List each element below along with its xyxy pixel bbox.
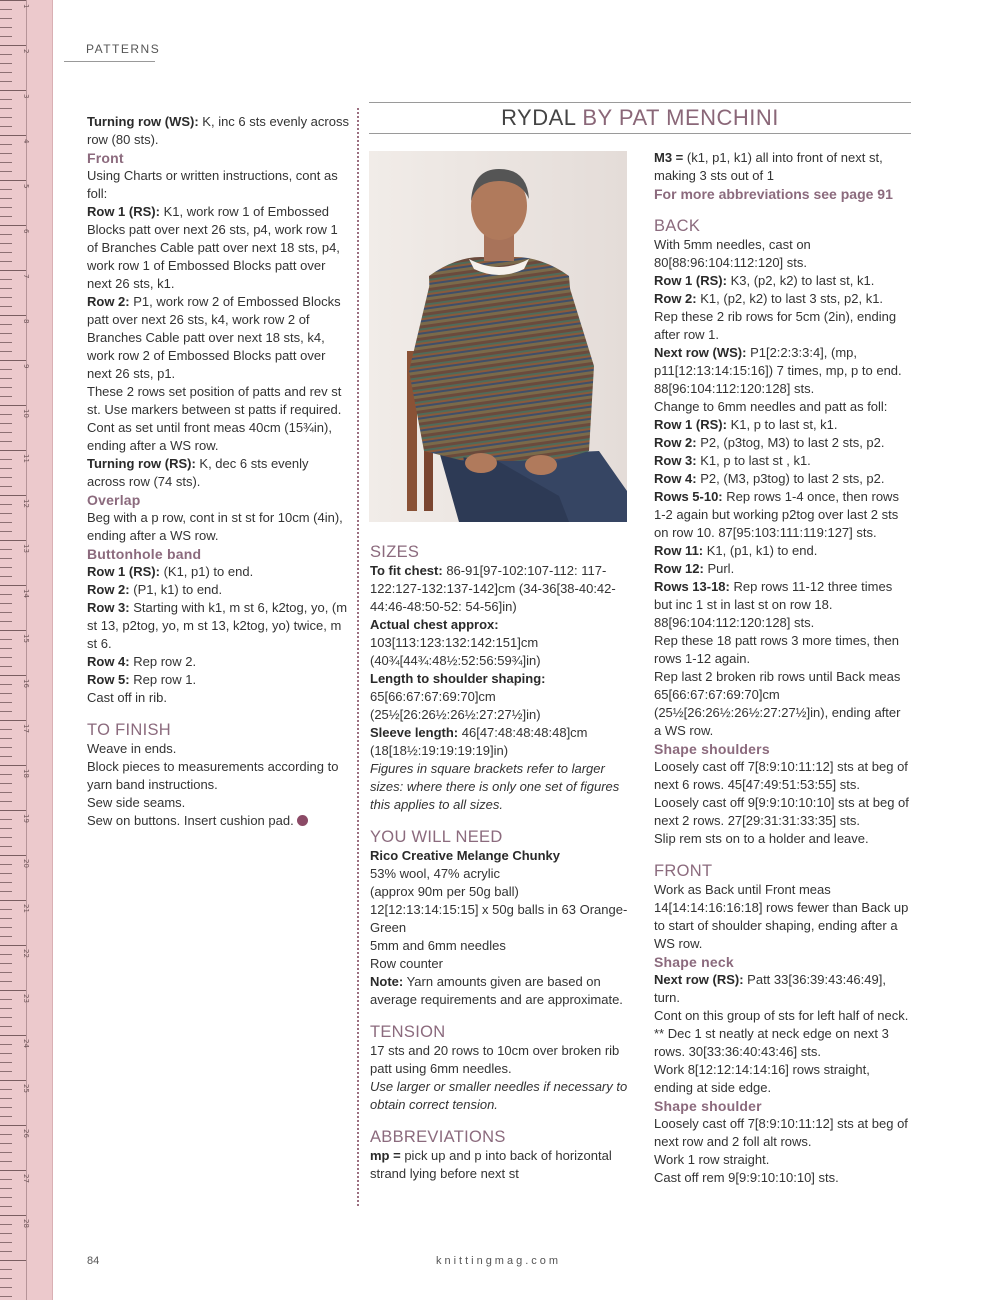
- ruler-number: 17: [22, 724, 30, 733]
- instruction-row: [654, 971, 910, 1007]
- instruction-text: [654, 1169, 910, 1187]
- row-text: (approx 90m per 50g ball): [370, 884, 519, 899]
- instruction-row: [654, 542, 910, 560]
- row-text: Beg with a p row, cont in st st for 10cm (4in), ending after a WS row.: [87, 510, 343, 543]
- ruler-number: 16: [22, 679, 30, 688]
- row-label: Row 11:: [654, 543, 704, 558]
- row-label: Rows 5-10:: [654, 489, 723, 504]
- subheading: Shape shoulder: [654, 1098, 762, 1114]
- row-text: With 5mm needles, cast on 80[88:96:104:112:120] sts.: [654, 237, 811, 270]
- ruler-number: 22: [22, 949, 30, 958]
- instruction-text: [654, 1025, 910, 1061]
- row-text: P2, (M3, p3tog) to last 2 sts, p2.: [696, 471, 885, 486]
- instruction-row: [654, 470, 910, 488]
- instruction-row: [87, 293, 349, 383]
- instruction-text: [654, 1007, 910, 1025]
- instruction-text: [370, 901, 635, 937]
- row-text: K, inc 6 sts evenly across row (80 sts).: [87, 114, 349, 147]
- row-label: Row 4:: [654, 471, 697, 486]
- row-label: To fit chest:: [370, 563, 443, 578]
- row-label: Next row (WS):: [654, 345, 747, 360]
- row-text: Work 1 row straight.: [654, 1152, 770, 1167]
- column-middle: [370, 543, 635, 1183]
- row-label: Row 1 (RS):: [87, 204, 160, 219]
- ruler-number: 2: [22, 49, 30, 54]
- row-text: Loosely cast off 7[8:9:10:11:12] sts at beg of next row and 2 foll alt rows.: [654, 1116, 908, 1149]
- instruction-row: [654, 452, 910, 470]
- ruler-number: 21: [22, 904, 30, 913]
- instruction-text: [654, 668, 910, 740]
- ruler-number: 11: [22, 454, 30, 463]
- model-photo-illustration: [369, 151, 627, 522]
- footer-website: knittingmag.com: [435, 1255, 562, 1267]
- pattern-title: [369, 105, 911, 131]
- row-text: Work as Back until Front meas 14[14:14:16:16:18] rows fewer than Back up to start of shoulder shaping, ending after a WS row.: [654, 882, 909, 951]
- subheading: Shape neck: [654, 954, 734, 970]
- ruler-number: 20: [22, 859, 30, 868]
- note-italic: Figures in square brackets refer to larger sizes: where there is only one set of figures this applies to all sizes.: [370, 761, 620, 812]
- title-rule-top: [369, 102, 911, 103]
- row-text: 17 sts and 20 rows to 10cm over broken rib patt using 6mm needles.: [370, 1043, 620, 1076]
- row-text: Row counter: [370, 956, 443, 971]
- ruler-number: 8: [22, 319, 30, 324]
- row-text: K1, p to last st, k1.: [726, 417, 838, 432]
- subheading: Overlap: [87, 492, 141, 508]
- instruction-text: [87, 419, 349, 455]
- ruler-number: 5: [22, 184, 30, 189]
- section-label-underline: [64, 61, 155, 62]
- ruler-number: 25: [22, 1084, 30, 1093]
- section-heading: SIZES: [370, 543, 420, 561]
- ruler-number: 15: [22, 634, 30, 643]
- page-number: 84: [87, 1255, 100, 1267]
- row-text: Rep these 18 patt rows 3 more times, then rows 1-12 again.: [654, 633, 899, 666]
- ruler-number: 9: [22, 364, 30, 369]
- row-text: Sew on buttons. Insert cushion pad.: [87, 813, 294, 828]
- row-label: Row 2:: [87, 582, 130, 597]
- row-text: Yarn amounts given are based on average requirements and are approximate.: [370, 974, 623, 1007]
- instruction-row: [87, 653, 349, 671]
- row-text: K3, (p2, k2) to last st, k1.: [726, 273, 875, 288]
- row-text: P1, work row 2 of Embossed Blocks patt over next 26 sts, k4, work row 2 of Branches Cable patt over next 18 sts, k4, work row 2 of Embossed Blocks patt over next 26 sts, p1.: [87, 294, 341, 381]
- model-photo: [369, 151, 627, 522]
- instruction-row: [87, 203, 349, 293]
- instruction-text: [87, 794, 349, 812]
- row-label: Length to shoulder shaping:: [370, 671, 546, 686]
- ruler-number: 14: [22, 589, 30, 598]
- row-label: Row 12:: [654, 561, 704, 576]
- instruction-row: [370, 616, 635, 634]
- row-label: Row 3:: [654, 453, 697, 468]
- ruler-number: 13: [22, 544, 30, 553]
- instruction-row: [370, 1147, 635, 1183]
- instruction-text: [654, 881, 910, 953]
- section-heading: TO FINISH: [87, 721, 171, 739]
- row-text: Purl.: [703, 561, 735, 576]
- row-label: Rows 13-18:: [654, 579, 730, 594]
- ruler-number: 26: [22, 1129, 30, 1138]
- row-label: Row 1 (RS):: [654, 417, 727, 432]
- instruction-text: [654, 1061, 910, 1097]
- instruction-row: [654, 344, 910, 398]
- instruction-text: [87, 167, 349, 203]
- instruction-text: [654, 398, 910, 416]
- instruction-row: [370, 562, 635, 616]
- row-text: Block pieces to measurements according to yarn band instructions.: [87, 759, 339, 792]
- instruction-row: [654, 560, 910, 578]
- ruler-number: 27: [22, 1174, 30, 1183]
- row-text: P1[2:2:3:3:4], (mp, p11[12:13:14:15:16]) 7 times, mp, p to end. 88[96:104:112:120:128] sts.: [654, 345, 902, 396]
- row-text: K1, work row 1 of Embossed Blocks patt over next 26 sts, p4, work row 1 of Branches Cable patt over next 18 sts, p4, work row 1 of Embossed Blocks patt over next 26 sts, k1.: [87, 204, 340, 291]
- ruler-number: 28: [22, 1219, 30, 1228]
- row-text: Starting with k1, m st 6, k2tog, yo, (m st 13, p2tog, yo, m st 13, k2tog, yo) twice, m st 6.: [87, 600, 348, 651]
- instruction-row: [87, 599, 349, 653]
- row-text: 12[12:13:14:15:15] x 50g balls in 63 Orange-Green: [370, 902, 628, 935]
- subheading: Buttonhole band: [87, 546, 202, 562]
- instruction-row: [87, 455, 349, 491]
- instruction-text: [87, 689, 349, 707]
- instruction-text: [370, 634, 635, 670]
- row-text: Patt 33[36:39:43:46:49], turn.: [654, 972, 886, 1005]
- instruction-text: [87, 812, 349, 830]
- instruction-text: [654, 236, 910, 272]
- row-label: Next row (RS):: [654, 972, 744, 987]
- row-text: (K1, p1) to end.: [159, 564, 254, 579]
- row-text: 46[47:48:48:48:48]cm (18[18½:19:19:19:19]in): [370, 725, 588, 758]
- ruler-number: 24: [22, 1039, 30, 1048]
- row-label: Row 4:: [87, 654, 130, 669]
- column-divider: [357, 108, 359, 1206]
- ruler-number: 23: [22, 994, 30, 1003]
- pattern-title-byline: BY PAT MENCHINI: [582, 105, 779, 130]
- instruction-text: [654, 308, 910, 344]
- row-text: Rep these 2 rib rows for 5cm (2in), ending after row 1.: [654, 309, 897, 342]
- instruction-text: [654, 758, 910, 794]
- row-text: (P1, k1) to end.: [129, 582, 223, 597]
- instruction-row: [654, 149, 910, 185]
- row-text: K1, (p2, k2) to last 3 sts, p2, k1.: [696, 291, 884, 306]
- row-text: (k1, p1, k1) all into front of next st, making 3 sts out of 1: [654, 150, 883, 183]
- pattern-title-main: RYDAL: [501, 105, 576, 130]
- instruction-text: [370, 865, 635, 883]
- row-text: Cast off in rib.: [87, 690, 167, 705]
- section-heading: TENSION: [370, 1023, 446, 1041]
- instruction-row: [87, 671, 349, 689]
- row-text: These 2 rows set position of patts and rev st st. Use markers between st patts if required.: [87, 384, 342, 417]
- row-label: Actual chest approx:: [370, 617, 499, 632]
- row-text: Cont on this group of sts for left half of neck.: [654, 1008, 909, 1023]
- row-text: 53% wool, 47% acrylic: [370, 866, 501, 881]
- instruction-text: [654, 632, 910, 668]
- row-text: Cast off rem 9[9:9:10:10:10] sts.: [654, 1170, 839, 1185]
- row-text: K, dec 6 sts evenly across row (74 sts).: [87, 456, 309, 489]
- row-label: Row 1 (RS):: [654, 273, 727, 288]
- row-label: Row 2:: [87, 294, 130, 309]
- row-label: Turning row (WS):: [87, 114, 199, 129]
- row-text: Change to 6mm needles and patt as foll:: [654, 399, 888, 414]
- row-text: Loosely cast off 9[9:9:10:10:10] sts at beg of next 2 rows. 27[29:31:31:33:35] sts.: [654, 795, 909, 828]
- instruction-row: [87, 113, 349, 149]
- row-text: Weave in ends.: [87, 741, 177, 756]
- row-text: Slip rem sts on to a holder and leave.: [654, 831, 869, 846]
- row-text: 103[113:123:132:142:151]cm (40¾[44¾:48½:52:56:59¾]in): [370, 635, 541, 668]
- row-text: ** Dec 1 st neatly at neck edge on next 3 rows. 30[33:36:40:43:46] sts.: [654, 1026, 889, 1059]
- row-label: Row 1 (RS):: [87, 564, 160, 579]
- row-label: M3 =: [654, 150, 684, 165]
- instruction-row: [87, 563, 349, 581]
- row-label: Row 2:: [654, 291, 697, 306]
- yarn-name: Rico Creative Melange Chunky: [370, 848, 560, 863]
- row-text: 65[66:67:67:69:70]cm (25½[26:26½:26½:27:27½]in): [370, 689, 541, 722]
- ruler-number: 3: [22, 94, 30, 99]
- section-heading: BACK: [654, 217, 701, 235]
- note-italic: Use larger or smaller needles if necessary to obtain correct tension.: [370, 1079, 628, 1112]
- instruction-text: [87, 383, 349, 419]
- instruction-text: [370, 688, 635, 724]
- instruction-row: [654, 272, 910, 290]
- row-text: Loosely cast off 7[8:9:10:11:12] sts at beg of next 6 rows. 45[47:49:51:53:55] sts.: [654, 759, 908, 792]
- instruction-row: [654, 488, 910, 542]
- subheading: Front: [87, 150, 124, 166]
- ruler-number: 10: [22, 409, 30, 418]
- row-text: K1, p to last st , k1.: [696, 453, 811, 468]
- column-left: [87, 113, 349, 830]
- row-text: Cont as set until front meas 40cm (15¾in), ending after a WS row.: [87, 420, 332, 453]
- row-label: Row 5:: [87, 672, 130, 687]
- row-label: Row 3:: [87, 600, 130, 615]
- subheading: Shape shoulders: [654, 741, 770, 757]
- row-text: pick up and p into back of horizontal strand lying before next st: [370, 1148, 612, 1181]
- column-right: [654, 149, 910, 1187]
- row-text: Rep row 1.: [129, 672, 197, 687]
- row-text: Rep rows 1-4 once, then rows 1-2 again but working p2tog over last 2 sts on row 10. 87[95:103:111:119:127] sts.: [654, 489, 899, 540]
- instruction-row: [654, 578, 910, 632]
- instruction-text: [370, 1042, 635, 1078]
- instruction-row: [370, 724, 635, 760]
- row-text: K1, (p1, k1) to end.: [703, 543, 818, 558]
- end-of-pattern-icon: [297, 815, 308, 826]
- section-heading: YOU WILL NEED: [370, 828, 503, 846]
- instruction-text: [370, 883, 635, 901]
- instruction-row: [370, 670, 635, 688]
- instruction-text: [654, 830, 910, 848]
- ruler-number: 4: [22, 139, 30, 144]
- instruction-row: [87, 581, 349, 599]
- row-text: P2, (p3tog, M3) to last 2 sts, p2.: [696, 435, 885, 450]
- section-heading: ABBREVIATIONS: [370, 1128, 506, 1146]
- row-text: Rep rows 11-12 three times but inc 1 st in last st on row 18. 88[96:104:112:120:128] sts.: [654, 579, 893, 630]
- instruction-text: [87, 758, 349, 794]
- cross-reference: For more abbreviations see page 91: [654, 186, 893, 202]
- row-text: Rep row 2.: [129, 654, 197, 669]
- instruction-text: [370, 937, 635, 955]
- row-text: Using Charts or written instructions, cont as foll:: [87, 168, 338, 201]
- instruction-row: [654, 416, 910, 434]
- instruction-row: [654, 434, 910, 452]
- row-text: 86-91[97-102:107-112: 117-122:127-132:137-142]cm (34-36[38-40:42-44:46-48:50-52: 54-56]in): [370, 563, 616, 614]
- ruler-number: 19: [22, 814, 30, 823]
- instruction-text: [370, 955, 635, 973]
- row-label: Note:: [370, 974, 404, 989]
- row-text: Sew side seams.: [87, 795, 186, 810]
- instruction-text: [654, 1151, 910, 1169]
- instruction-text: [87, 740, 349, 758]
- row-label: Sleeve length:: [370, 725, 459, 740]
- row-label: Row 2:: [654, 435, 697, 450]
- ruler-number: 7: [22, 274, 30, 279]
- instruction-text: [654, 1115, 910, 1151]
- row-text: Rep last 2 broken rib rows until Back meas 65[66:67:67:69:70]cm (25½[26:26½:26½:27:27½]in), ending after a WS row.: [654, 669, 901, 738]
- section-heading: FRONT: [654, 862, 713, 880]
- row-label: Turning row (RS):: [87, 456, 196, 471]
- row-text: 5mm and 6mm needles: [370, 938, 506, 953]
- title-rule-bottom: [369, 133, 911, 134]
- instruction-text: [87, 509, 349, 545]
- instruction-row: [370, 973, 635, 1009]
- ruler-number: 1: [22, 4, 30, 9]
- ruler-edge: [26, 0, 27, 1300]
- section-label: PATTERNS: [86, 42, 161, 56]
- instruction-text: [654, 794, 910, 830]
- ruler-strip: [0, 0, 53, 1300]
- row-text: Work 8[12:12:14:14:16] rows straight, ending at side edge.: [654, 1062, 870, 1095]
- ruler-number: 6: [22, 229, 30, 234]
- row-label: mp =: [370, 1148, 401, 1163]
- instruction-row: [654, 290, 910, 308]
- ruler-number: 12: [22, 499, 30, 508]
- ruler-number: 18: [22, 769, 30, 778]
